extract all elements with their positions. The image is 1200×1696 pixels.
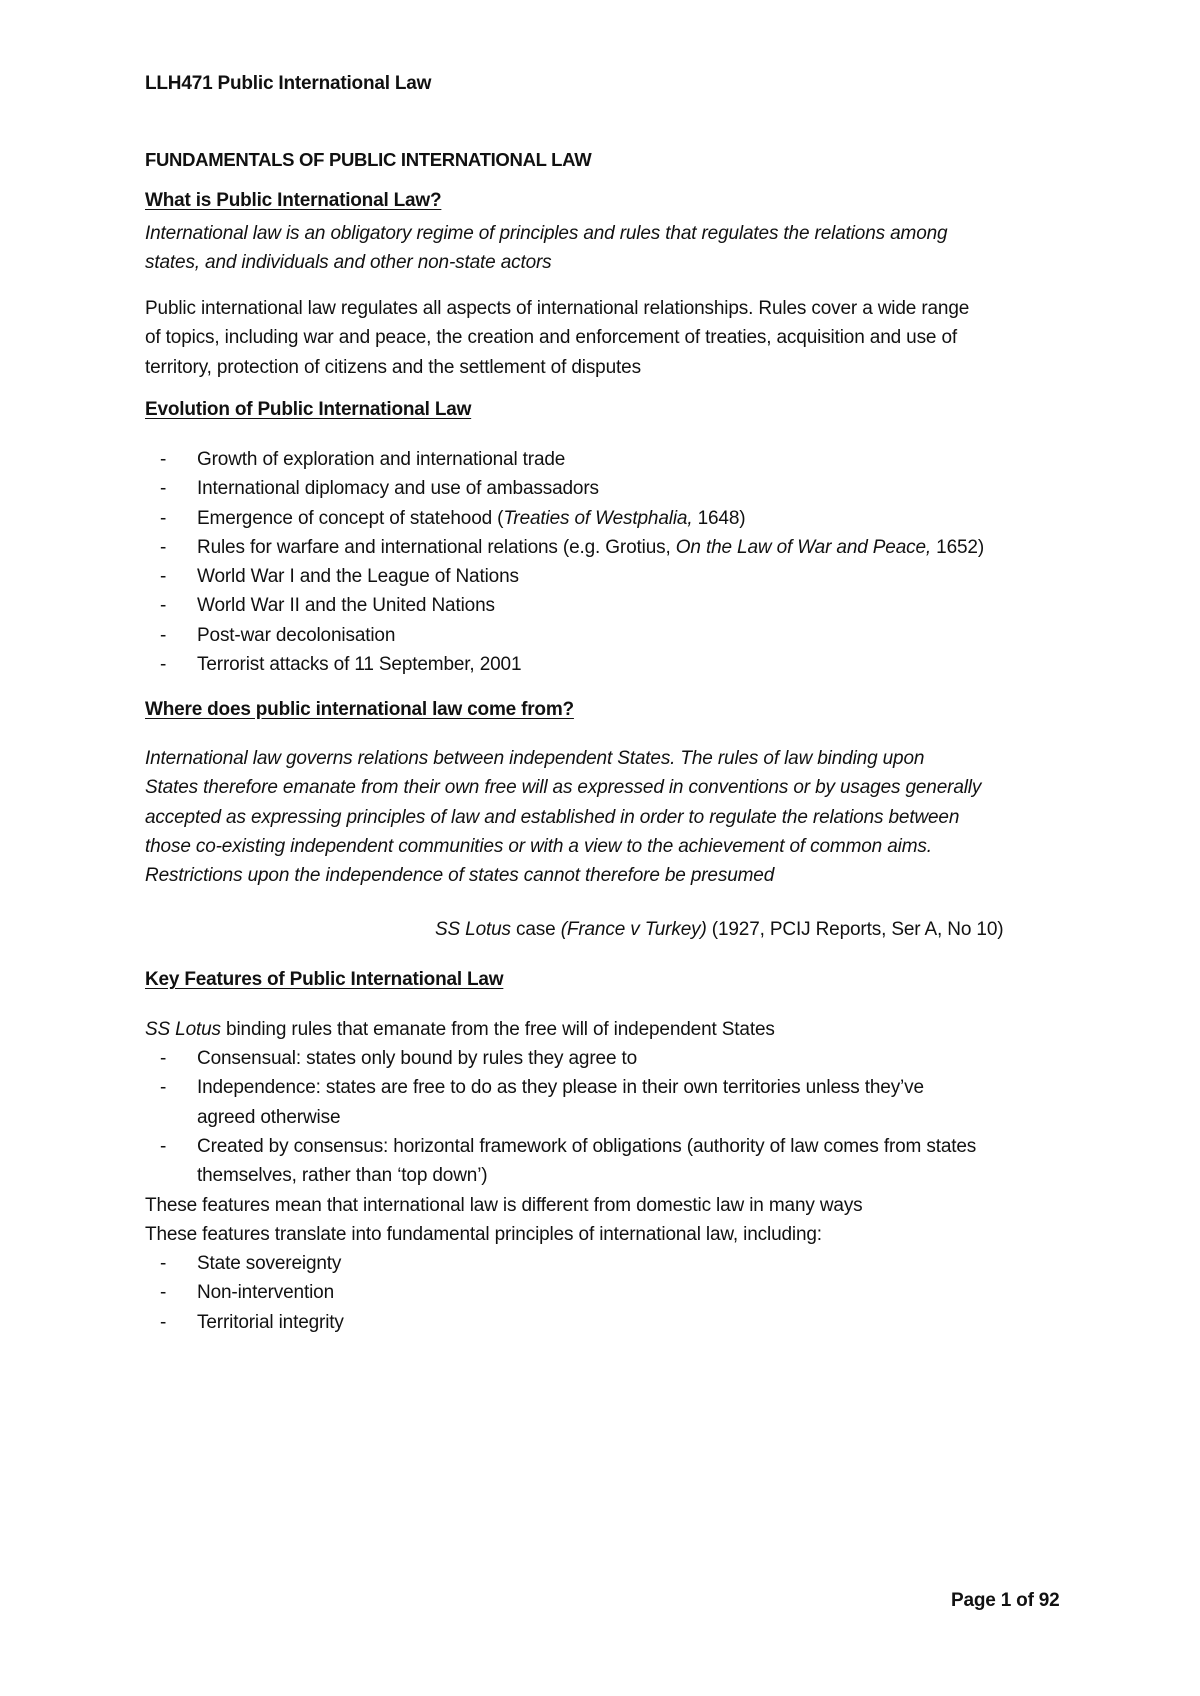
dash-marker: - bbox=[160, 478, 167, 500]
overview-line: Public international law regulates all aspects of international relationships. Rules cover a wide range bbox=[145, 298, 970, 319]
list-item: - Terrorist attacks of 11 September, 2001 bbox=[145, 650, 984, 679]
evolution-list bbox=[145, 445, 984, 679]
dash-marker: - bbox=[160, 1135, 167, 1157]
features-list bbox=[145, 1044, 976, 1190]
quote-line: accepted as expressing principles of law and established in order to regulate the relations between bbox=[145, 806, 960, 828]
overview-paragraph bbox=[145, 294, 1065, 382]
list-item: - Non-intervention bbox=[145, 1278, 344, 1307]
section-heading-origin: Where does public international law come from? bbox=[145, 699, 574, 720]
definition-paragraph bbox=[145, 219, 1065, 278]
lotus-quote bbox=[145, 744, 1065, 890]
dash-marker: - bbox=[160, 1048, 167, 1069]
dash-marker: - bbox=[160, 654, 167, 676]
current-page: 1 bbox=[1000, 1590, 1012, 1611]
dash-marker: - bbox=[160, 1077, 167, 1099]
overview-line: of topics, including war and peace, the creation and enforcement of treaties, acquisition and use of bbox=[145, 327, 958, 349]
dash-marker: - bbox=[160, 566, 167, 588]
statement-fundamental-principles: These features translate into fundamental principles of international law, including: bbox=[145, 1224, 822, 1245]
definition-line: International law is an obligatory regime of principles and rules that regulates the relations among bbox=[145, 223, 948, 244]
case-citation: SS Lotus case (France v Turkey) (1927, PCIJ Reports, Ser A, No 10) bbox=[435, 919, 1004, 940]
dash-marker: - bbox=[160, 507, 167, 529]
dash-marker: - bbox=[160, 1253, 167, 1274]
list-item: - Rules for warfare and international relations (e.g. Grotius, On the Law of War and Peace, 1652) bbox=[145, 533, 984, 562]
list-item: - State sovereignty bbox=[145, 1249, 344, 1278]
principles-list bbox=[145, 1249, 344, 1337]
overview-line: territory, protection of citizens and the settlement of disputes bbox=[145, 356, 641, 378]
list-item: - Created by consensus: horizontal framework of obligations (authority of law comes from states themselves, rather than ‘top down’) bbox=[145, 1132, 976, 1191]
page-title: FUNDAMENTALS OF PUBLIC INTERNATIONAL LAW bbox=[145, 149, 592, 170]
page-number: Page 1 of 92 bbox=[951, 1590, 1060, 1611]
key-features-intro: SS Lotus binding rules that emanate from the free will of independent States bbox=[145, 1019, 775, 1040]
dash-marker: - bbox=[160, 536, 167, 558]
dash-marker: - bbox=[160, 1311, 167, 1333]
dash-marker: - bbox=[160, 595, 167, 617]
list-item: - Consensual: states only bound by rules they agree to bbox=[145, 1044, 976, 1073]
quote-line: International law governs relations between independent States. The rules of law binding upon bbox=[145, 748, 925, 769]
dash-marker: - bbox=[160, 1282, 167, 1304]
total-pages: 92 bbox=[1038, 1590, 1060, 1611]
list-item: - Post-war decolonisation bbox=[145, 621, 984, 650]
list-item: - World War II and the United Nations bbox=[145, 591, 984, 620]
section-heading-what-is-pil: What is Public International Law? bbox=[145, 190, 442, 211]
list-item: - World War I and the League of Nations bbox=[145, 562, 984, 591]
list-item: - Growth of exploration and international trade bbox=[145, 445, 984, 474]
list-item: - Emergence of concept of statehood (Treaties of Westphalia, 1648) bbox=[145, 504, 984, 533]
quote-line: Restrictions upon the independence of states cannot therefore be presumed bbox=[145, 865, 775, 887]
dash-marker: - bbox=[160, 624, 167, 646]
document-header: LLH471 Public International Law bbox=[145, 73, 432, 94]
list-item: - International diplomacy and use of ambassadors bbox=[145, 474, 984, 503]
definition-line: states, and individuals and other non-state actors bbox=[145, 252, 552, 274]
list-item: - Territorial integrity bbox=[145, 1308, 344, 1337]
list-item: - Independence: states are free to do as they please in their own territories unless they’ve agreed otherwise bbox=[145, 1073, 976, 1132]
quote-line: those co-existing independent communities or with a view to the achievement of common aims. bbox=[145, 835, 932, 857]
quote-line: States therefore emanate from their own free will as expressed in conventions or by usages generally bbox=[145, 777, 982, 799]
section-heading-evolution: Evolution of Public International Law bbox=[145, 399, 472, 420]
section-heading-key-features: Key Features of Public International Law bbox=[145, 969, 504, 990]
dash-marker: - bbox=[160, 449, 167, 470]
statement-domestic-difference: These features mean that international law is different from domestic law in many ways bbox=[145, 1195, 863, 1216]
